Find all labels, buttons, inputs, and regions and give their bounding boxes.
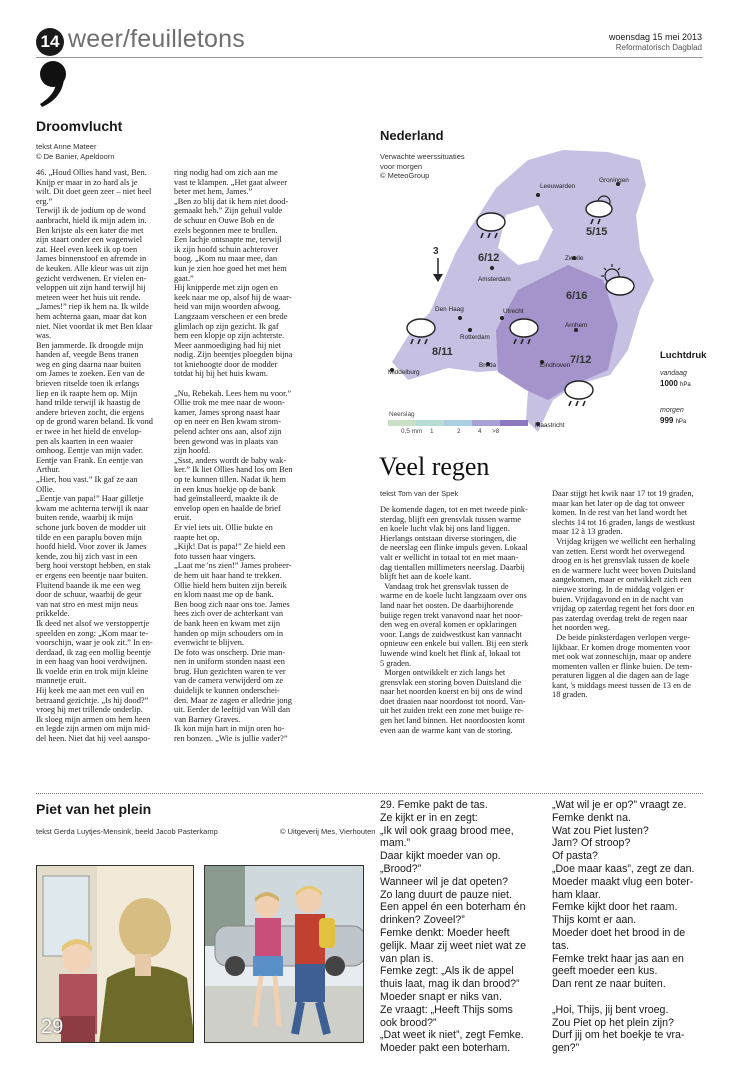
city-breda: Breda [479,362,497,369]
pressure-tomorrow-label: morgen [660,407,684,414]
section-separator [36,793,703,794]
pressure-today-label: vandaag [660,370,687,377]
legend-tick: 4 [478,428,482,435]
story-column-1: 46. „Houd Ollies hand vast, Ben. Knijp er maar in zo hard als je wilt. Dit doet geen zeer – niet heel erg.” Terwijl ik de jodium op de wond aanbracht, hield ik mijn adem in. Ben krijste als een kater die met zijn staart onder een wagenwiel zat. Heel even keek ik op toen James binnenstoof en afremde in de keuken. Alle kleur was uit zijn gezicht verdwenen. Er vielen en- veloppen uit zijn hand terwijl hij meteen weer het huis uit rende. „James!” riep ik hem na. Ik wilde hem achterna gaan, maar dat kon niet. Niet voordat ik met Ben klaar was. Ben jammerde. Ik droogde mijn handen af, veegde Bens tranen weg en ging daarna naar buiten om James te zoeken. Een van de brieven ritselde toen ik erlangs liep en ik raapte hem op. Mijn hand trilde terwijl ik haastig de andere brieven zocht, die ergens op de grond waren beland. Ik vond er twee in het hield de envelop- pen als kaarten in een waaier omhoog. Eentje van mijn vader. Eentje van Frank. En eentje van Arthur. „Hier, hou vast.” Ik gaf ze aan Ollie. „Eentje van papa!” Haar gilletje kwam me achterna terwijl ik naar buiten rende, waarbij ik mijn schone jurk boven de modder uit tilde en een paraplu boven mijn hoofd hield. Voor zover ik James kende, zou hij zich vast in een berg hooi verstopt hebben, en stak er ergens een beentje naar buiten. Fluitend baande ik me een weg door de schuur, waarbij de geur van nat stro en mest mijn neus prikkelde. Ik deed net alsof we verstoppertje speelden en zong: „Kom maar te- voorschijn, waar je ook zit.” In en- derdaad, ik zag een mollig beentje in een haag van hooi verdwijnen. Ik voelde erin en trok mijn kleine mannetje eruit. Hij keek me aan met een vuil en betraand gezichtje. „Is hij dood?” vroeg hij met trillende onderlip. Ik sloeg mijn armen om hem heen en legde zijn armen om mijn mid- del heen. Niet dat hij veel aanspo- [36,168,153,744]
comic-panel-1 [36,865,194,1043]
comma-logo-icon [36,60,70,108]
city-amsterdam: Amsterdam [478,276,511,283]
illustration-children-walking [205,866,364,1043]
rain-cloud-icon [404,316,438,346]
city-den-haag: Den Haag [435,306,464,313]
section-title: weer/feuilletons [68,25,245,53]
weather-headline: Veel regen [379,452,490,481]
temp-south: 7/12 [570,354,592,366]
legend-title: Neerslag [389,411,415,418]
temp-southwest: 8/11 [432,346,453,358]
city-leeuwarden: Leeuwarden [540,183,576,190]
temp-east: 6/16 [566,290,588,302]
map-title: Nederland [380,128,444,143]
weather-column-2: Daar stijgt het kwik naar 17 tot 19 graden, maar kan het later op de dag tot onweer komen. In de rest van het land wordt het slechts 14 tot 16 graden, langs de westkust maar 12 à 13 graden. Vrijdag krijgen we wellicht een herhaling van zetten. Eerst wordt het overwegend droog en is het grensvlak tussen de koele en de warmere lucht weer boven Duitsland aangekomen, maar er ontwikkelt zich een nieuwe storing. In de middag volgen er buien. Vrijdagavond en in de nacht van vrijdag op zaterdag regent het fors door en pas zaterdag overdag trekt de regen naar het noorden weg. De beide pinksterdagen verlopen verge- lijkbaar. Er komen droge momenten voor met ook wat zonneschijn, maar op andere momenten vallen er flinke buien. De tem- peraturen liggen al die dagen aan de lage kant, 's middags meest tussen de 13 en de 18 graden. [552,489,696,700]
header-rule [36,57,703,58]
wind-force: 3 [433,246,439,257]
weather-column-1: De komende dagen, tot en met tweede pink- sterdag, blijft een grensvlak tussen warme en koele lucht vlak bij ons land liggen. Hierlangs ontstaan diverse storingen, die de neerslag een flinke impuls geven. Lokaal valt er wellicht in totaal tot en met maan- dag tientallen millimeters neerslag. Daarbij blijft het aan de koele kant. Vandaag trok het grensvlak tussen de warme en de koele lucht langzaam over ons land naar het oosten. De daarbijhorende buiige regen trekt vanavond naar het noor- den weg en overal komen er opklaringen voor. Langs de zuidwestkust kan vannacht opnieuw een enkele bui vallen. Bij een sterk luwende wind koelt het flink af, lokaal tot 5 graden. Morgen ontwikkelt er zich langs het grensvlak een storing boven Duitsland die naar het noorden koerst en bij ons de wind doet draaien naar noordoost tot noord. Van- uit het zuiden trekt een zone met buiige re- gen het land binnen. Het noordoosten komt even aan de warme kant van de storing. [380,505,529,735]
city-middelburg: Middelburg [388,369,420,376]
page-number-badge: 14 [36,28,64,56]
pressure-title: Luchtdruk [660,350,707,361]
city-arnhem: Arnhem [565,322,588,329]
pressure-today-value: 1000 hPa [660,379,691,388]
story-title: Droomvlucht [36,118,123,134]
precip-legend-bar [388,420,528,426]
comic-credit: tekst Gerda Luytjes-Mensink, beeld Jacob Pasterkamp [36,827,218,836]
city-zwolle: Zwolle [565,255,584,262]
city-utrecht: Utrecht [503,308,524,315]
story-author: tekst Anne Mateer [36,142,97,151]
city-eindhoven: Eindhoven [540,362,571,369]
map-subtitle: Verwachte weerssituaties voor morgen © MeteoGroup [380,152,465,180]
sun-rain-cloud-icon [584,192,618,226]
issue-date: woensdag 15 mei 2013 [608,32,702,42]
temp-north: 5/15 [586,226,608,238]
weather-author: tekst Tom van der Spek [380,489,459,498]
legend-tick: >8 [492,428,500,435]
comic-title: Piet van het plein [36,801,152,817]
sun-cloud-icon [598,262,636,298]
story-column-2: ring nodig had om zich aan me vast te klampen. „Het gaat alweer beter met hem, James.” „Ben zo blij dat ik hem niet dood- gemaakt heb.” Zijn gehuil vulde de schuur en Ouwe Bob en de ezels begonnen mee te brullen. Een lachje ontsnapte me, terwijl ik zijn hoofd schuin achterover boog. „Kom nu maar mee, dan kun je zien hoe goed het met hem gaat.” Hij knipperde met zijn ogen en keek naar me op, alsof hij de waar- heid van mijn woorden afwoog. Langzaam verscheen er een brede glimlach op zijn gezicht. Ik gaf hem een klopje op zijn achterste. Meer aanmoediging had hij niet nodig. Zijn beentjes ploegden bijna tot kniehoogte door de modder totdat hij bij het huis kwam. „Nu, Rebekah. Lees hem nu voor.” Ollie trok me mee naar de woon- kamer, James sprong naast haar op en neer en Ben kwam strom- pelend achter ons aan, alsof zijn been gewond was in plaats van zijn hoofd. „Ssst, anders wordt de baby wak- ker.” Ik liet Ollies hand los om Ben op te kunnen tillen. Nadat ik hem in een knus hoekje op de bank had geïnstalleerd, maakte ik de envelop open en haalde de brief eruit. Er viel iets uit. Ollie bukte en raapte het op. „Kijk! Dat is papa!” Ze hield een foto tussen haar vingers. „Laat me 'ns zien!” James probeer- de hem uit haar hand te trekken. Ollie hield hem buiten zijn bereik en klom naast me op de bank. Ben boog zich naar ons toe. James hees zich over de achterkant van de bank heen en kwam met zijn handen op mijn schouders om in evenwicht te blijven. De foto was onscherp. Drie man- nen in uniform stonden naast een brug. Hun gezichten waren te ver van de camera verwijderd om ze duidelijk te kunnen onderschei- den. Maar ze zagen er alledrie jong uit. Eerder de leeftijd van Will dan van Barney Graves. Ik kon mijn hart in mijn oren ho- ren bonzen. „Wie is jullie vader?” [174,168,293,744]
rain-cloud-icon [507,316,541,346]
legend-tick: 1 [430,428,434,435]
comic-column-1: 29. Femke pakt de tas. Ze kijkt er in en zegt: „Ik wil ook graag brood mee, mam.” Daar kijkt moeder van op. „Brood?” Wanneer wil je dat opeten? Zo lang duurt de pauze niet. Een appel én een boterham én drinken? Zoveel?” Femke denkt: Moeder heeft gelijk. Maar zij weet niet wat ze van plan is. Femke zegt: „Als ik de appel thuis laat, mag ik dan brood?” Moeder snapt er niks van. Ze vraagt: „Heeft Thijs soms ook brood?” „Dat weet ik niet”, zegt Femke. Moeder pakt een boterham. [380,799,527,1055]
temp-west: 6/12 [478,252,500,264]
comic-publisher: © Uitgeverij Mes, Vierhouten [280,827,376,836]
comic-column-2: „Wat wil je er op?” vraagt ze. Femke denkt na. Wat zou Piet lusten? Jam? Of stroop? Of pasta? „Doe maar kaas”, zegt ze dan. Moeder maakt vlug een boter- ham klaar. Femke kijkt door het raam. Thijs komt er aan. Moeder doet het brood in de tas. Femke trekt haar jas aan en geeft moeder een kus. Dan rent ze naar buiten. „Hoi, Thijs, jij bent vroeg. Zou Piet op het plein zijn? Durf jij om het boekje te vra- gen?” [552,799,695,1055]
comic-panel-2 [204,865,364,1043]
legend-tick: 0,5 mm [401,428,423,435]
newspaper-name: Reformatorisch Dagblad [615,43,702,52]
city-groningen: Groningen [599,177,629,184]
rain-cloud-icon [562,378,596,408]
rain-cloud-icon [474,210,508,240]
panel-number: 29 [41,1016,64,1038]
legend-tick: 2 [457,428,461,435]
city-maastricht: Maastricht [535,422,565,429]
story-publisher: © De Banier, Apeldoorn [36,152,115,161]
pressure-tomorrow-value: 999 hPa [660,416,687,425]
city-rotterdam: Rotterdam [460,334,490,341]
